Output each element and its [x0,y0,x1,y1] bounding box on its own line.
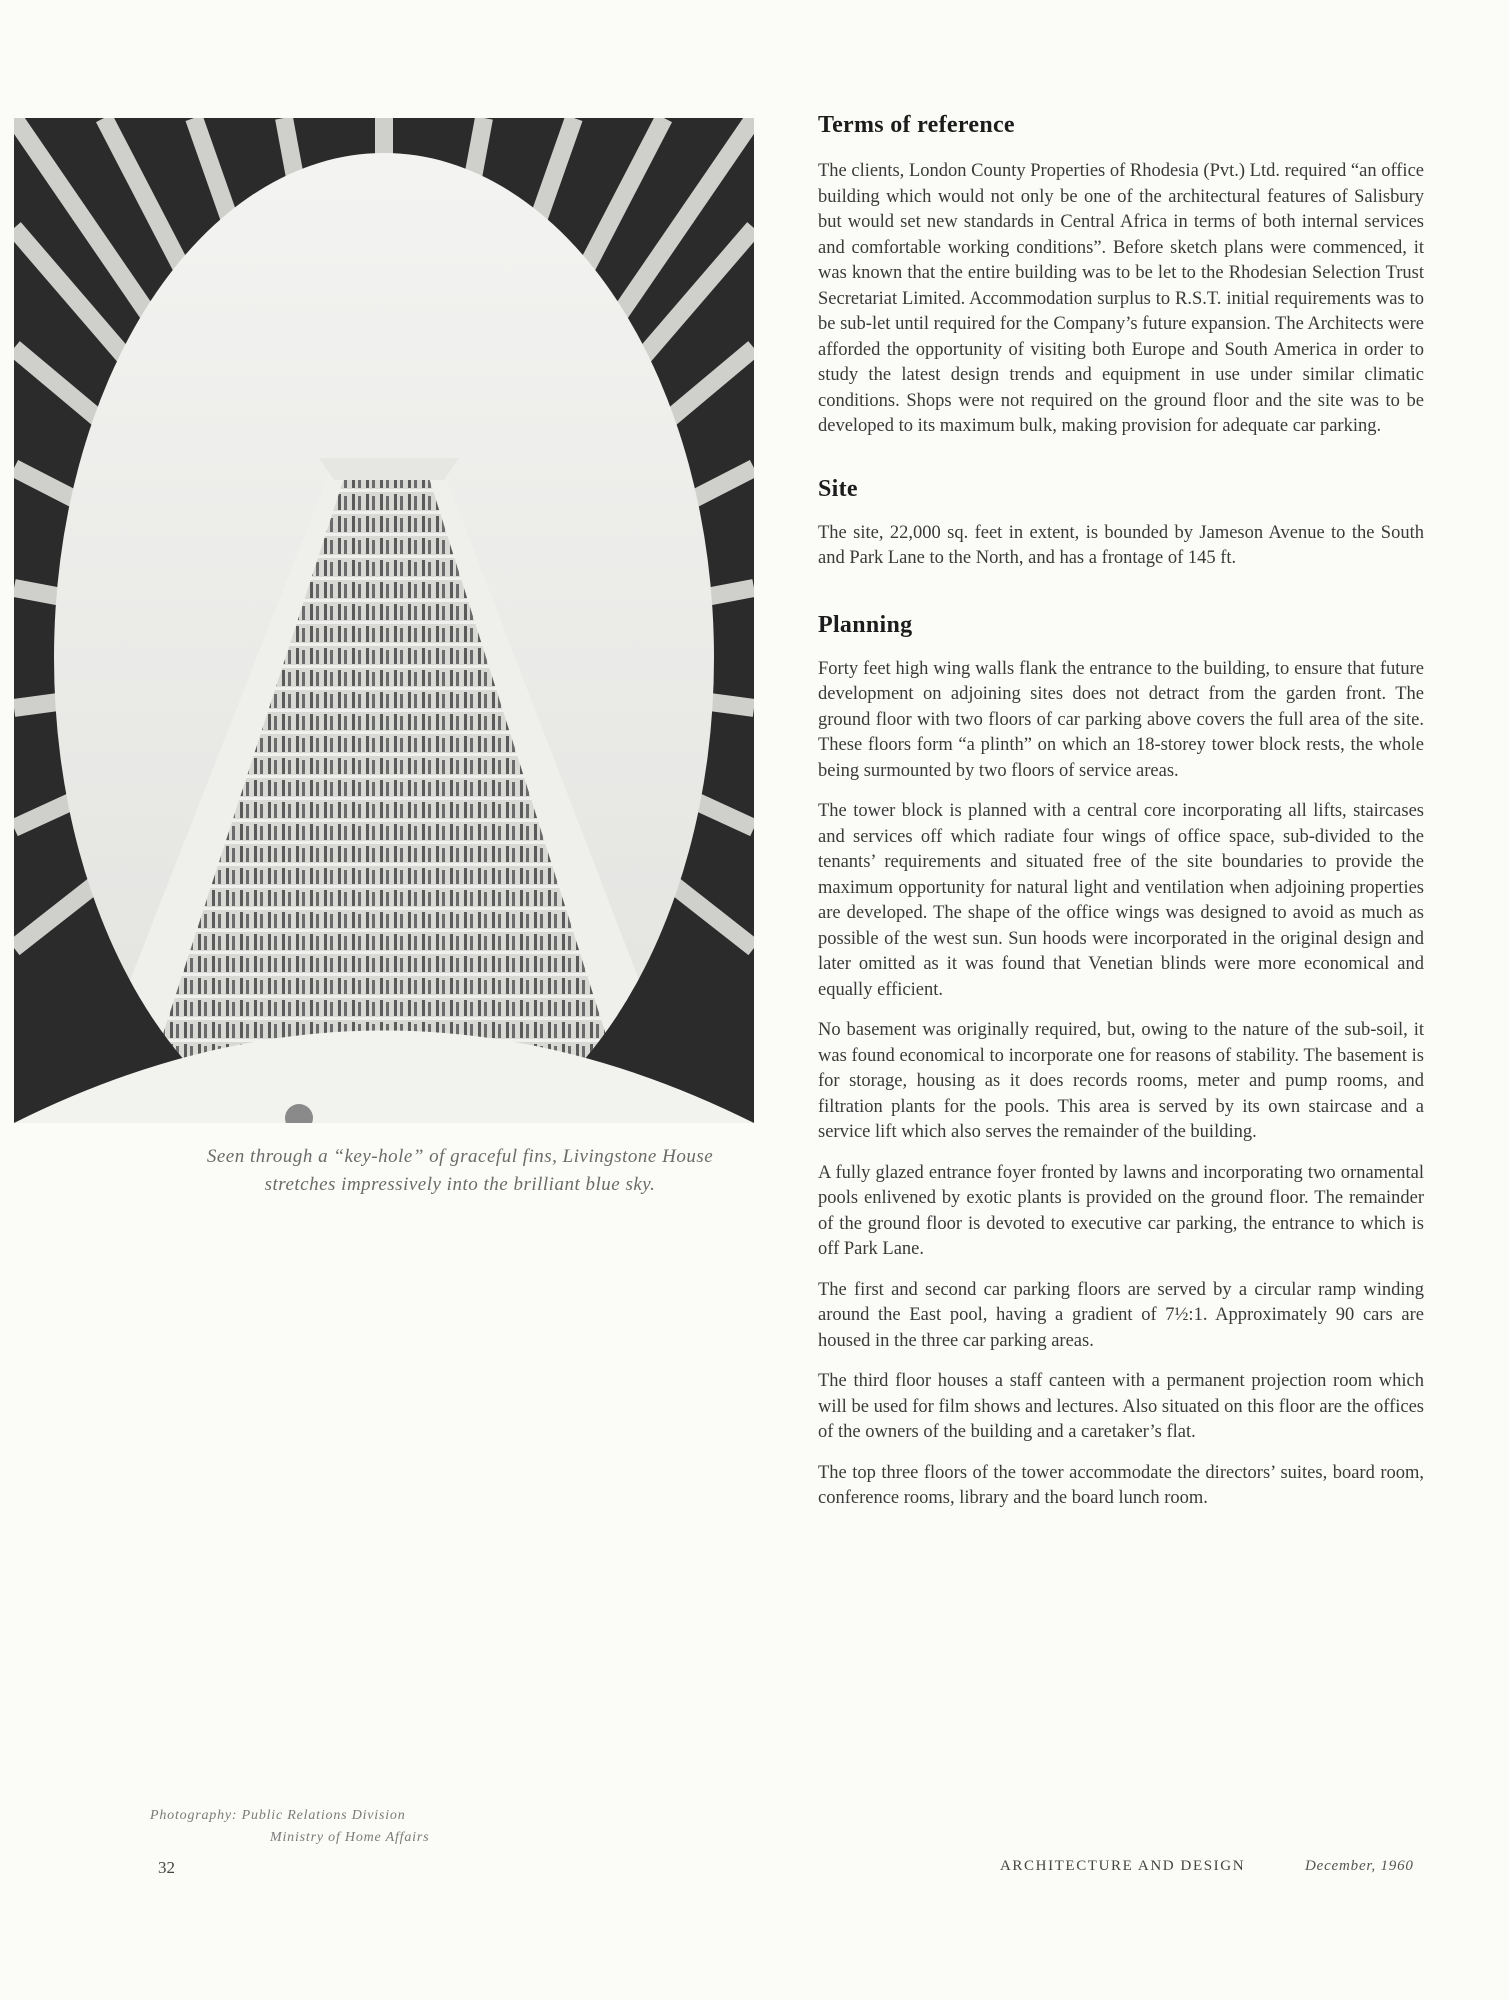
building-photograph [14,118,754,1123]
paragraph: The tower block is planned with a central core incorporating all lifts, staircases and services off which radiate four wings of office space, sub-divided to the tenants’ requirements and situated free of the site boundaries to provide the maximum opportunity for natural light and ventilation when adjoining properties are developed. The shape of the office wings was designed to avoid as much as possible of the west sun. Sun hoods were incorporated in the original design and later omitted as it was found that Venetian blinds were more economical and equally efficient. [818,801,1424,1000]
photo-caption [120,1143,800,1199]
section-heading: Terms of reference [818,112,1015,138]
caption-line-1: Seen through a “key-hole” of graceful fins, Livingstone House [206,1146,714,1167]
paragraph: The top three floors of the tower accommodate the directors’ suites, board room, conference rooms, library and the board lunch room. [818,1462,1424,1508]
paragraph: A fully glazed entrance foyer fronted by lawns and incorporating two ornamental pools enlivened by exotic plants is provided on the ground floor. The remainder of the ground floor is devoted to executive car parking, the entrance to which is off Park Lane. [818,1162,1424,1259]
page-number: 32 [158,1858,175,1877]
paragraph: The third floor houses a staff canteen with a permanent projection room which will be used for film shows and lectures. Also situated on this floor are the offices of the owners of the building and a caretaker’s flat. [818,1371,1424,1442]
section-heading: Site [818,475,858,502]
photo-credit [150,1805,480,1849]
credit-line-1: Photography: Public Relations Division [150,1808,406,1823]
photo-illustration [14,118,754,1123]
paragraph: The site, 22,000 sq. feet in extent, is bounded by Jameson Avenue to the South and Park Lane to the North, and has a frontage of 145 ft. [818,522,1424,568]
section-terms-of-reference [818,112,1424,440]
magazine-title: ARCHITECTURE AND DESIGN [1000,1858,1246,1874]
paragraph: The first and second car parking floors are served by a circular ramp winding around the East pool, having a gradient of 7½:1. Approximately 90 cars are housed in the three car parking areas. [818,1279,1424,1351]
caption-line-2: stretches impressively into the brilliant blue sky. [264,1174,656,1195]
paragraph: No basement was originally required, but, owing to the nature of the sub-soil, it was found economical to incorporate one for reasons of stability. The basement is for storage, housing as it does records rooms, meter and pump rooms, and filtration plants for the pools. This area is served by its own staircase and a service lift which also serves the remainder of the building. [818,1020,1424,1142]
paragraph: The clients, London County Properties of Rhodesia (Pvt.) Ltd. required “an office building which would not only be one of the architectural features of Salisbury but would set new standards in Central Africa in terms of both internal services and comfortable working conditions”. Before sketch plans were commenced, it was known that the entire building was to be let to the Rhodesian Selection Trust Secretariat Limited. Accommodation surplus to R.S.T. initial requirements was to be sub-let until required for the Company’s future expansion. The Architects were afforded the opportunity of visiting both Europe and South America in order to study the latest design trends and equipment in use under similar climatic conditions. Shops were not required on the ground floor and the site was to be developed to its maximum bulk, making provision for adequate car parking. [818,161,1424,436]
credit-line-2: Ministry of Home Affairs [270,1830,430,1845]
paragraph: Forty feet high wing walls flank the entrance to the building, to ensure that future development on adjoining sites does not detract from the garden front. The ground floor with two floors of car parking above covers the full area of the site. These floors form “a plinth” on which an 18-storey tower block rests, the whole being surmounted by two floors of service areas. [818,658,1424,781]
issue-date: December, 1960 [1305,1858,1414,1874]
section-heading: Planning [818,611,913,638]
article-column [818,112,1424,1512]
section-planning [818,612,1424,1512]
section-site [818,476,1424,572]
